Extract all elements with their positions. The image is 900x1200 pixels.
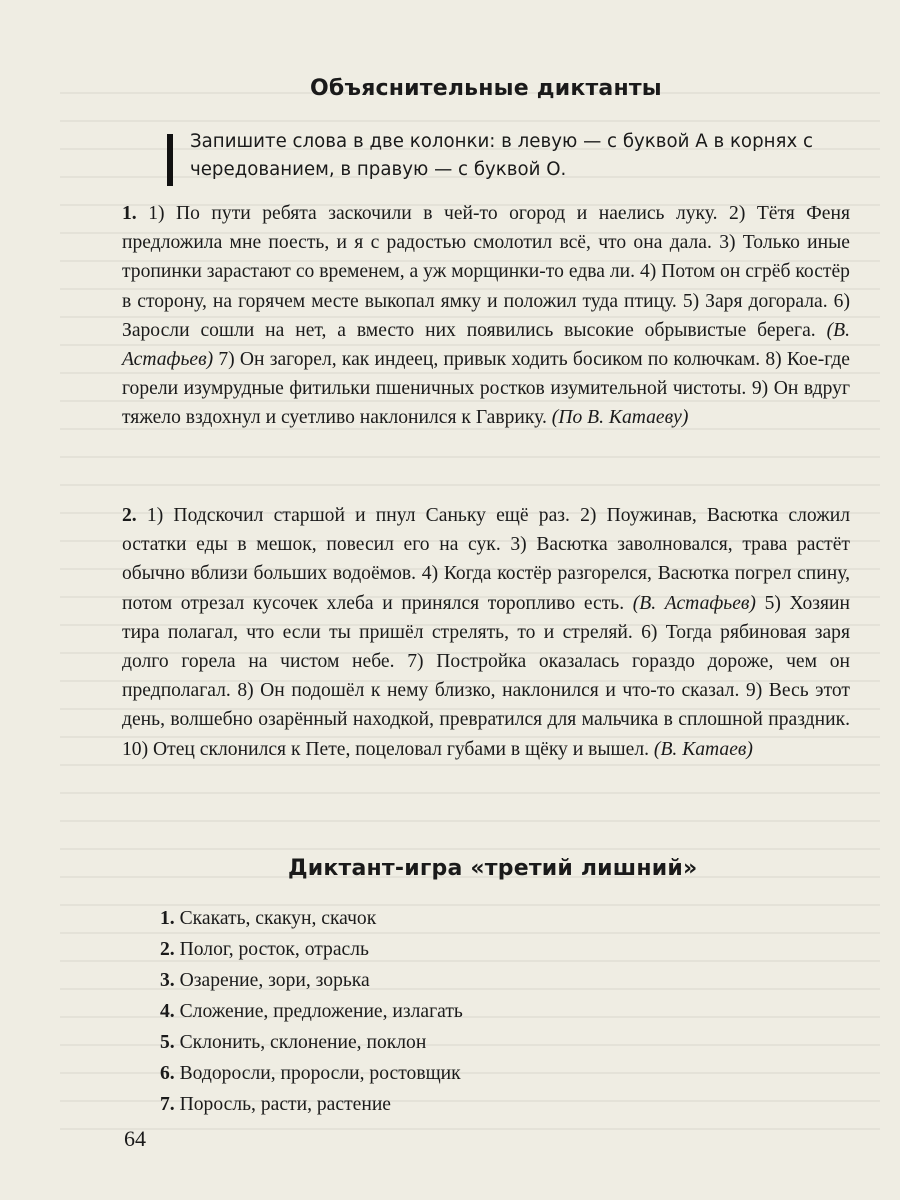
list-item — [160, 903, 463, 934]
list-item — [160, 1058, 463, 1089]
item-text: Склонить, склонение, поклон — [179, 1032, 427, 1053]
dictation-sentence — [122, 739, 753, 760]
sentence-text: 5) Хозяин тира полагал, что если ты пришёл стрелять, то и стреляй. — [122, 592, 850, 643]
sentence-text: 1) Подскочил старшой и пнул Саньку ещё раз. — [146, 505, 570, 526]
sentence-text: 8) Кое-где горели изумрудные фитильки пшеничных ростков изумительной чистоты. — [122, 349, 850, 400]
item-text: Озарение, зори, зорька — [179, 970, 370, 991]
item-number: 5. — [160, 1032, 175, 1053]
author-attribution: (В. Астафьев) — [632, 592, 756, 614]
list-item — [160, 934, 463, 965]
dictation-2 — [122, 501, 850, 764]
item-text: Водоросли, проросли, ростовщик — [179, 1063, 461, 1084]
dictation-sentence — [213, 349, 760, 370]
dictation-1 — [122, 199, 850, 433]
sentence-text: 4) Потом он сгрёб костёр в сторону, на горячем месте выкопал ямку и положил туда птицу. — [122, 261, 850, 312]
item-number: 2. — [160, 939, 175, 960]
sentence-text: 6) Заросли сошли на нет, а вместо них появились высокие обрывистые берега. — [122, 290, 850, 341]
odd-one-out-list — [160, 903, 463, 1120]
sentence-text: 1) По пути ребята заскочили в чей-то огород и наелись луку. — [148, 203, 718, 224]
item-text: Сложение, предложение, излагать — [179, 1001, 463, 1022]
section-title-odd-one-out: Диктант-игра «третий лишний» — [288, 856, 698, 881]
dictation-sentence — [677, 291, 828, 312]
sentence-text: 7) Постройка оказалась гораздо дороже, чем он предполагал. — [122, 651, 850, 702]
instruction-marker-bar — [167, 134, 173, 186]
author-attribution: (В. Катаев) — [653, 738, 753, 760]
sentence-text: 8) Он подошёл к нему близко, наклонился и что-то сказал. — [237, 680, 740, 702]
item-number: 1. — [160, 908, 175, 929]
list-item — [160, 965, 463, 996]
instruction-text: Запишите слова в две колонки: в левую — с буквой А в корнях с чередованием, в правую — с буквой О. — [190, 131, 813, 180]
list-item — [160, 1089, 463, 1120]
list-item — [160, 996, 463, 1027]
item-number: 7. — [160, 1094, 175, 1115]
sentence-text: 4) Когда костёр разгорелся, Васютка погрел спину, потом отрезал кусочек хлеба и принялся торопливо есть. — [122, 563, 850, 614]
dictation-sentence — [147, 505, 570, 526]
dictation-sentence — [148, 203, 717, 224]
sentence-text: 2) Поужинав, Васютка сложил остатки еды в мешок, повесил его на сук. — [122, 505, 851, 556]
sentence-text: 9) Он вдруг тяжело вздохнул и суетливо наклонился к Гаврику. — [122, 378, 850, 429]
item-number: 6. — [160, 1063, 175, 1084]
sentence-text: 6) Тогда рябиновая заря долго горела на чистом небе. — [122, 621, 850, 673]
sentence-text: 3) Васютка заволновался, трава растёт обычно вблизи больших водоёмов. — [122, 534, 850, 585]
author-attribution: (По В. Катаеву) — [551, 407, 689, 429]
page-number: 64 — [124, 1126, 146, 1151]
item-text: Поросль, расти, растение — [179, 1094, 391, 1115]
sentence-text: 3) Только иные тропинки зарастают со временем, а уж морщинки-то едва ли. — [122, 232, 850, 283]
section-title-explanatory-dictations: Объяснительные диктанты — [310, 76, 662, 101]
task-instruction — [190, 128, 858, 184]
sentence-text: 7) Он загорел, как индеец, привык ходить босиком по колючкам. — [218, 349, 761, 371]
list-item — [160, 1027, 463, 1058]
sentence-text: 5) Заря догорала. — [682, 290, 828, 312]
sentence-text: 2) Тётя Феня предложила мне поесть, и я с радостью смолотил всё, что она дала. — [122, 203, 850, 254]
author-attribution: (В. Астафьев) — [122, 319, 850, 371]
item-number: 4. — [160, 1001, 175, 1022]
item-text: Скакать, скакун, скачок — [179, 908, 377, 929]
dictation-number: 1. — [122, 203, 137, 224]
dictation-sentence — [231, 680, 740, 701]
dictation-number: 2. — [122, 505, 137, 526]
item-text: Полог, росток, отрасль — [179, 939, 369, 960]
item-number: 3. — [160, 970, 175, 991]
sentence-text: 10) Отец склонился к Пете, поцеловал губами в щёку и вышел. — [122, 738, 650, 760]
sentence-text: 9) Весь этот день, волшебно озарённый находкой, превратился для мальчика в сплошной праздник. — [122, 680, 850, 731]
